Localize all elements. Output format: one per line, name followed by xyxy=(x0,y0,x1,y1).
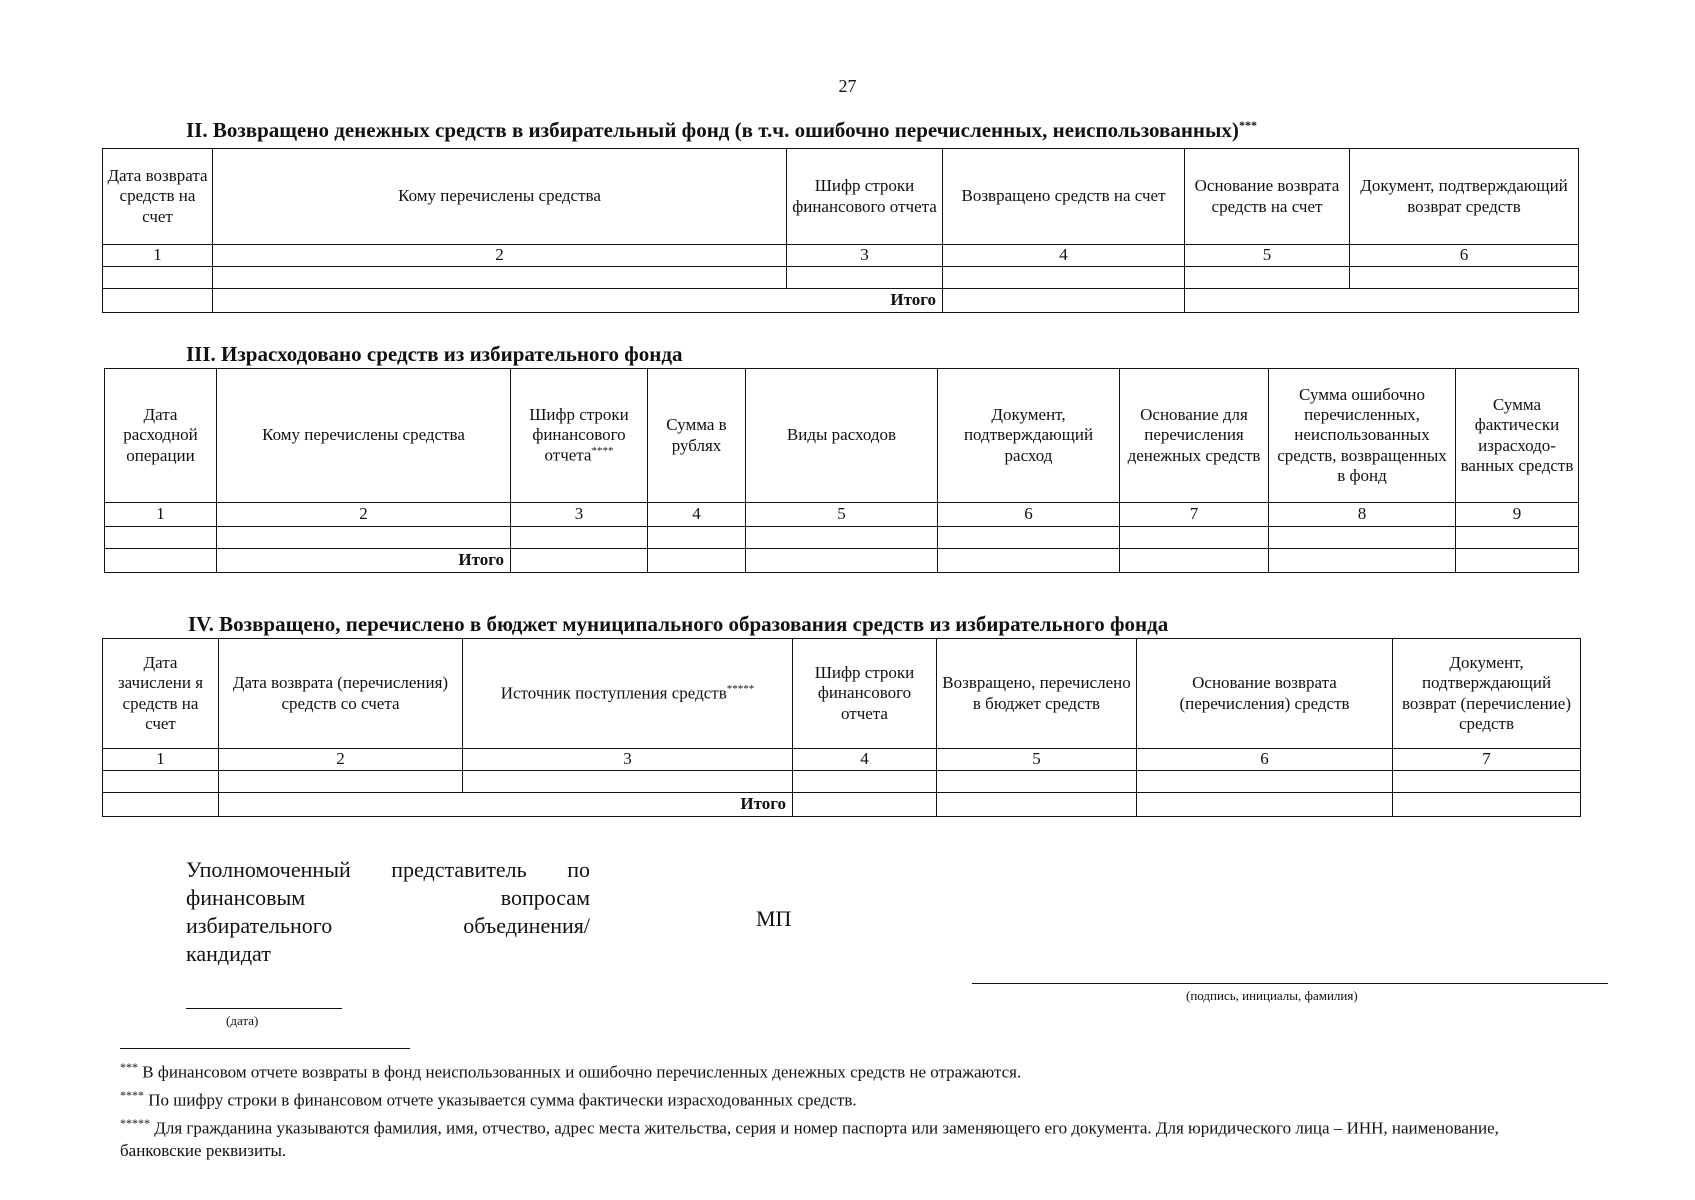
header-cell xyxy=(511,369,648,503)
column-number: 7 xyxy=(1393,749,1581,771)
empty-cell xyxy=(213,267,787,289)
column-number-row xyxy=(103,245,1579,267)
signature-caption: (подпись, инициалы, фамилия) xyxy=(1186,988,1358,1003)
column-number: 6 xyxy=(1137,749,1393,771)
table-row xyxy=(103,771,1581,793)
section-4-title: IV. Возвращено, перечислено в бюджет муниципального образования средств из избирательного фонда xyxy=(188,612,1169,636)
empty-cell xyxy=(1185,289,1579,313)
total-value-cell xyxy=(943,289,1185,313)
footnote-mark: **** xyxy=(120,1088,144,1102)
empty-cell xyxy=(1456,527,1579,549)
total-row xyxy=(103,289,1579,313)
column-number: 4 xyxy=(648,503,746,527)
header-cell: Шифр строки финансового отчета xyxy=(793,639,937,749)
empty-cell xyxy=(1456,549,1579,573)
empty-cell xyxy=(103,289,213,313)
stamp-place: МП xyxy=(756,906,792,931)
column-number: 3 xyxy=(511,503,648,527)
footnote-mark: **** xyxy=(591,445,614,458)
header-cell: Возвращено, перечислено в бюджет средств xyxy=(937,639,1137,749)
empty-cell xyxy=(511,527,648,549)
empty-cell xyxy=(103,267,213,289)
column-number: 2 xyxy=(219,749,463,771)
header-cell xyxy=(463,639,793,749)
header-cell: Сумма в рублях xyxy=(648,369,746,503)
column-number: 5 xyxy=(937,749,1137,771)
empty-cell xyxy=(938,527,1120,549)
table-header-row xyxy=(103,149,1579,245)
footnote-mark: *** xyxy=(120,1060,138,1074)
empty-cell xyxy=(943,267,1185,289)
column-number: 8 xyxy=(1269,503,1456,527)
section-3-table xyxy=(104,368,1579,573)
footnote-3 xyxy=(120,1112,1580,1162)
header-text: Шифр строки финансового отчета xyxy=(529,405,629,465)
header-cell: Документ, подтверждающий расход xyxy=(938,369,1120,503)
table-row xyxy=(105,527,1579,549)
header-cell: Возвращено средств на счет xyxy=(943,149,1185,245)
total-row xyxy=(103,793,1581,817)
representative-line: финансовым вопросам xyxy=(186,885,590,910)
header-cell: Основание возврата (перечисления) средств xyxy=(1137,639,1393,749)
header-cell: Кому перечислены средства xyxy=(217,369,511,503)
header-cell: Документ, подтверждающий возврат (перечисление) средств xyxy=(1393,639,1581,749)
representative-line: избирательного объединения/ xyxy=(186,913,590,938)
empty-cell xyxy=(787,267,943,289)
column-number: 4 xyxy=(943,245,1185,267)
column-number-row xyxy=(103,749,1581,771)
representative-label xyxy=(186,856,590,968)
column-number: 9 xyxy=(1456,503,1579,527)
footnote-text: В финансовом отчете возвраты в фонд неиспользованных и ошибочно перечисленных денежных средств не отражаются. xyxy=(138,1062,1022,1082)
footnote-separator xyxy=(120,1048,410,1049)
total-row xyxy=(105,549,1579,573)
table-header-row xyxy=(105,369,1579,503)
total-label: Итого xyxy=(213,289,943,313)
header-cell: Дата возврата (перечисления) средств со счета xyxy=(219,639,463,749)
column-number: 5 xyxy=(746,503,938,527)
section-2-title-text: II. Возвращено денежных средств в избирательный фонд (в т.ч. ошибочно перечисленных, неиспользованных) xyxy=(186,118,1239,142)
empty-cell xyxy=(1120,549,1269,573)
column-number: 6 xyxy=(938,503,1120,527)
column-number: 1 xyxy=(103,245,213,267)
footnote-2 xyxy=(120,1084,1580,1112)
empty-cell xyxy=(105,549,217,573)
date-line xyxy=(186,1008,342,1009)
header-cell: Шифр строки финансового отчета xyxy=(787,149,943,245)
header-cell: Дата расходной операции xyxy=(105,369,217,503)
empty-cell xyxy=(1393,771,1581,793)
footnote-mark: ***** xyxy=(726,683,755,696)
header-text: Источник поступления средств xyxy=(500,683,727,703)
empty-cell xyxy=(938,549,1120,573)
empty-cell xyxy=(103,771,219,793)
column-number: 1 xyxy=(105,503,217,527)
header-cell: Дата возврата средств на счет xyxy=(103,149,213,245)
empty-cell xyxy=(103,793,219,817)
header-cell: Виды расходов xyxy=(746,369,938,503)
footnote-1 xyxy=(120,1056,1580,1084)
column-number: 7 xyxy=(1120,503,1269,527)
empty-cell xyxy=(1269,549,1456,573)
empty-cell xyxy=(746,549,938,573)
empty-cell xyxy=(1185,267,1350,289)
header-cell: Сумма фактически израсходо-ванных средств xyxy=(1456,369,1579,503)
footnote-text: По шифру строки в финансовом отчете указывается сумма фактически израсходованных средств. xyxy=(144,1090,857,1110)
column-number: 3 xyxy=(463,749,793,771)
header-cell: Основание для перечисления денежных средств xyxy=(1120,369,1269,503)
empty-cell xyxy=(1120,527,1269,549)
footnote-mark: ***** xyxy=(120,1116,150,1130)
header-cell: Документ, подтверждающий возврат средств xyxy=(1350,149,1579,245)
signature-line xyxy=(972,983,1608,984)
header-cell: Кому перечислены средства xyxy=(213,149,787,245)
empty-cell xyxy=(793,771,937,793)
table-row xyxy=(103,267,1579,289)
column-number: 4 xyxy=(793,749,937,771)
total-label: Итого xyxy=(217,549,511,573)
section-2-title-mark: *** xyxy=(1238,118,1257,132)
section-2-table xyxy=(102,148,1579,313)
empty-cell xyxy=(1393,793,1581,817)
header-cell: Основание возврата средств на счет xyxy=(1185,149,1350,245)
empty-cell xyxy=(511,549,648,573)
column-number: 6 xyxy=(1350,245,1579,267)
total-value-cell xyxy=(793,793,937,817)
empty-cell xyxy=(1269,527,1456,549)
page-number: 27 xyxy=(838,76,857,96)
column-number: 2 xyxy=(213,245,787,267)
empty-cell xyxy=(937,793,1137,817)
column-number: 2 xyxy=(217,503,511,527)
empty-cell xyxy=(105,527,217,549)
column-number: 1 xyxy=(103,749,219,771)
empty-cell xyxy=(648,527,746,549)
empty-cell xyxy=(1350,267,1579,289)
empty-cell xyxy=(746,527,938,549)
empty-cell xyxy=(217,527,511,549)
section-4-table xyxy=(102,638,1581,817)
column-number: 3 xyxy=(787,245,943,267)
empty-cell xyxy=(1137,793,1393,817)
section-2-title xyxy=(186,118,1257,143)
empty-cell xyxy=(648,549,746,573)
empty-cell xyxy=(219,771,463,793)
empty-cell xyxy=(1137,771,1393,793)
header-cell: Сумма ошибочно перечисленных, неиспользованных средств, возвращенных в фонд xyxy=(1269,369,1456,503)
footnote-text: Для гражданина указываются фамилия, имя, отчество, адрес места жительства, серия и номер паспорта или заменяющего его документа. Для юридического лица – ИНН, наименование, банковские реквизиты. xyxy=(120,1118,1499,1160)
date-caption: (дата) xyxy=(226,1013,259,1028)
table-header-row xyxy=(103,639,1581,749)
column-number: 5 xyxy=(1185,245,1350,267)
empty-cell xyxy=(463,771,793,793)
header-cell: Дата зачислени я средств на счет xyxy=(103,639,219,749)
column-number-row xyxy=(105,503,1579,527)
section-3-title: III. Израсходовано средств из избирательного фонда xyxy=(186,342,683,366)
empty-cell xyxy=(937,771,1137,793)
representative-line: кандидат xyxy=(186,941,271,966)
representative-line: Уполномоченный представитель по xyxy=(186,857,590,882)
total-label: Итого xyxy=(219,793,793,817)
